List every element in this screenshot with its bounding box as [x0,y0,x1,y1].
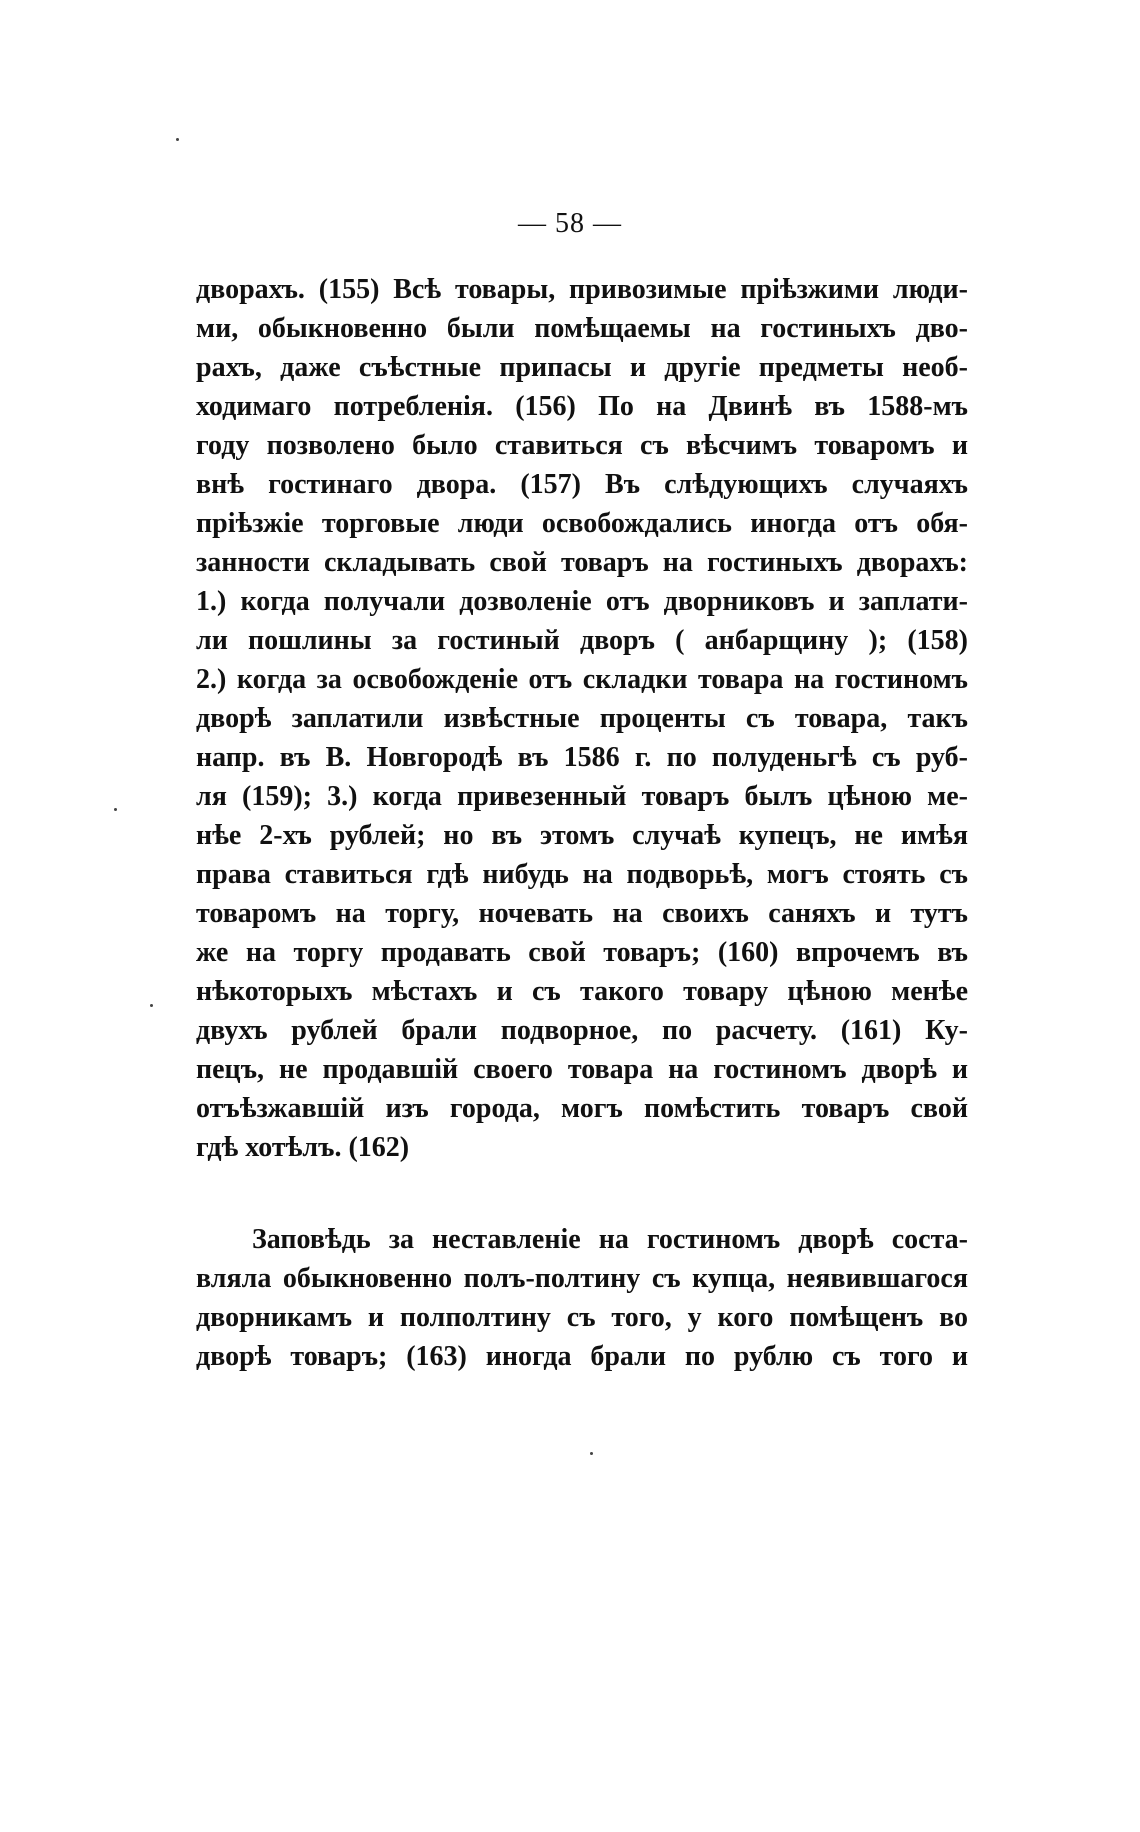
text-line: рахъ, даже съѣстные припасы и другiе предметы необ- [196,352,968,383]
scan-speck [114,808,117,811]
text-line: двухъ рублей брали подворное, по расчету. (161) Ку- [196,1015,968,1046]
text-line: занности складывать свой товаръ на гостиныхъ дворахъ: [196,547,968,578]
text-line: 1.) когда получали дозволенiе отъ дворниковъ и заплати- [196,586,968,617]
text-line: пецъ, не продавшiй своего товара на гостиномъ дворѣ и [196,1054,968,1085]
text-line: товаромъ на торгу, ночевать на своихъ саняхъ и тутъ [196,898,968,929]
text-line: вляла обыкновенно полъ-полтину съ купца, неявившагося [196,1263,968,1294]
text-line: же на торгу продавать свой товаръ; (160) впрочемъ въ [196,937,968,968]
text-line: дворѣ заплатили извѣстные проценты съ товара, такъ [196,703,968,734]
text-line: Заповѣдь за неставленiе на гостиномъ дворѣ соста- [252,1224,968,1255]
paragraph-1 [196,270,968,1167]
text-line: ми, обыкновенно были помѣщаемы на гостиныхъ дво- [196,313,968,344]
text-line: году позволено было ставиться съ вѣсчимъ товаромъ и [196,430,968,461]
text-line: напр. въ В. Новгородѣ въ 1586 г. по полуденьгѣ съ руб- [196,742,968,773]
text-line: отъѣзжавшiй изъ города, могъ помѣстить товаръ свой [196,1093,968,1124]
text-line: гдѣ хотѣлъ. (162) [196,1132,410,1163]
text-line: нѣкоторыхъ мѣстахъ и съ такого товару цѣною менѣе [196,976,968,1007]
text-line: дворникамъ и полполтину съ того, у кого помѣщенъ во [196,1302,968,1333]
text-line: ля (159); 3.) когда привезенный товаръ былъ цѣною ме- [196,781,968,812]
text-line: ли пошлины за гостиный дворъ ( анбарщину ); (158) [196,625,968,656]
text-line: дворѣ товаръ; (163) иногда брали по рублю съ того и [196,1341,968,1372]
page-number: — 58 — [518,208,622,239]
text-line: права ставиться гдѣ нибудь на подворьѣ, могъ стоять съ [196,859,968,890]
scan-speck [150,1004,153,1007]
text-line: 2.) когда за освобожденiе отъ складки товара на гостиномъ [196,664,968,695]
scan-speck [590,1452,593,1455]
text-line: ходимаго потребленiя. (156) По на Двинѣ въ 1588-мъ [196,391,968,422]
scan-speck [176,138,179,141]
text-line: внѣ гостинаго двора. (157) Въ слѣдующихъ случаяхъ [196,469,968,500]
text-line: дворахъ. (155) Всѣ товары, привозимые прiѣзжими люди- [196,274,968,305]
text-line: прiѣзжiе торговые люди освобождались иногда отъ обя- [196,508,968,539]
paragraph-2 [196,1220,968,1376]
text-line: нѣе 2-хъ рублей; но въ этомъ случаѣ купецъ, не имѣя [196,820,968,851]
